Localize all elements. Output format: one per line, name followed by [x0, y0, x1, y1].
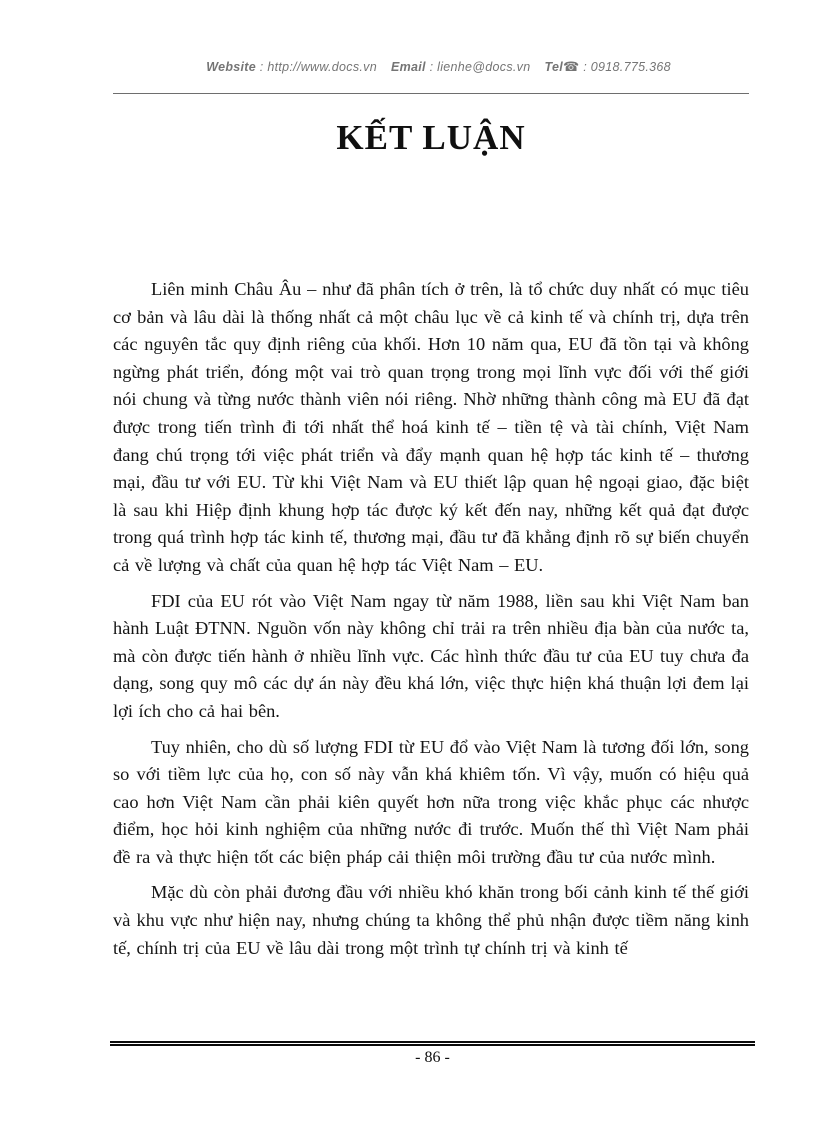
website-label: Website	[206, 60, 257, 74]
header-website	[206, 60, 377, 74]
tel-label: Tel	[544, 60, 563, 74]
paragraph: Mặc dù còn phải đương đầu với nhiều khó khăn trong bối cảnh kinh tế thế giới và khu vực như hiện nay, nhưng chúng ta không thể phủ nhận được tiềm năng kinh tế, chính trị của EU về lâu dài trong một trình tự chính trị và kinh tế	[113, 882, 749, 958]
document-body	[113, 276, 749, 970]
page-title: KẾT LUẬN	[336, 118, 526, 157]
email-label: Email	[390, 60, 426, 74]
header-email	[391, 60, 531, 74]
page-number: - 86 -	[415, 1049, 450, 1066]
paragraph: FDI của EU rót vào Việt Nam ngay từ năm 1988, liền sau khi Việt Nam ban hành Luật ĐTNN. Nguồn vốn này không chỉ trải ra trên nhiều địa bàn của nước ta, mà còn được tiến hành ở nhiều lĩnh vực. Các hình thức đầu tư của EU tuy chưa đa dạng, song quy mô các dự án này đều khá lớn, việc thực hiện khá thuận lợi đem lại lợi ích cho cả hai bên.	[113, 590, 749, 721]
header-tel	[544, 60, 670, 74]
paragraph: Liên minh Châu Âu – như đã phân tích ở trên, là tổ chức duy nhất có mục tiêu cơ bản và lâu dài là thống nhất cả một châu lục về cả kinh tế và chính trị, dựa trên các nguyên tắc quy định riêng của khối. Hơn 10 năm qua, EU đã tồn tại và không ngừng phát triển, đóng một vai trò quan trọng trong mọi lĩnh vực đối với thế giới nói chung và từng nước thành viên nói riêng. Nhờ những thành công mà EU đã đạt được trong tiến trình đi tới nhất thể hoá kinh tế – tiền tệ và tài chính, Việt Nam đang chú trọng tới việc phát triển và đẩy mạnh quan hệ hợp tác kinh tế – thương mại, đầu tư với EU. Từ khi Việt Nam và EU thiết lập quan hệ ngoại giao, đặc biệt là sau khi Hiệp định khung hợp tác được ký kết đến nay, những kết quả đạt được trong quá trình hợp tác kinh tế, thương mại, đầu tư đã khẳng định rõ sự biến chuyển cả về lượng và chất của quan hệ hợp tác Việt Nam – EU.	[113, 279, 749, 575]
page-header	[113, 0, 749, 94]
website-value: : http://www.docs.vn	[256, 60, 377, 74]
page-footer	[110, 1041, 755, 1067]
tel-value: : 0918.775.368	[579, 60, 671, 74]
paragraph: Tuy nhiên, cho dù số lượng FDI từ EU đổ vào Việt Nam là tương đối lớn, song so với tiềm lực của họ, con số này vẫn khá khiêm tốn. Vì vậy, muốn có hiệu quả cao hơn Việt Nam cần phải kiên quyết hơn nữa trong việc khắc phục các nhược điểm, học hỏi kinh nghiệm của những nước đi trước. Muốn thế thì Việt Nam phải đề ra và thực hiện tốt các biện pháp cải thiện môi trường đầu tư của nước mình.	[113, 736, 749, 867]
phone-icon: ☎	[562, 59, 580, 74]
email-value: : lienhe@docs.vn	[425, 60, 531, 74]
